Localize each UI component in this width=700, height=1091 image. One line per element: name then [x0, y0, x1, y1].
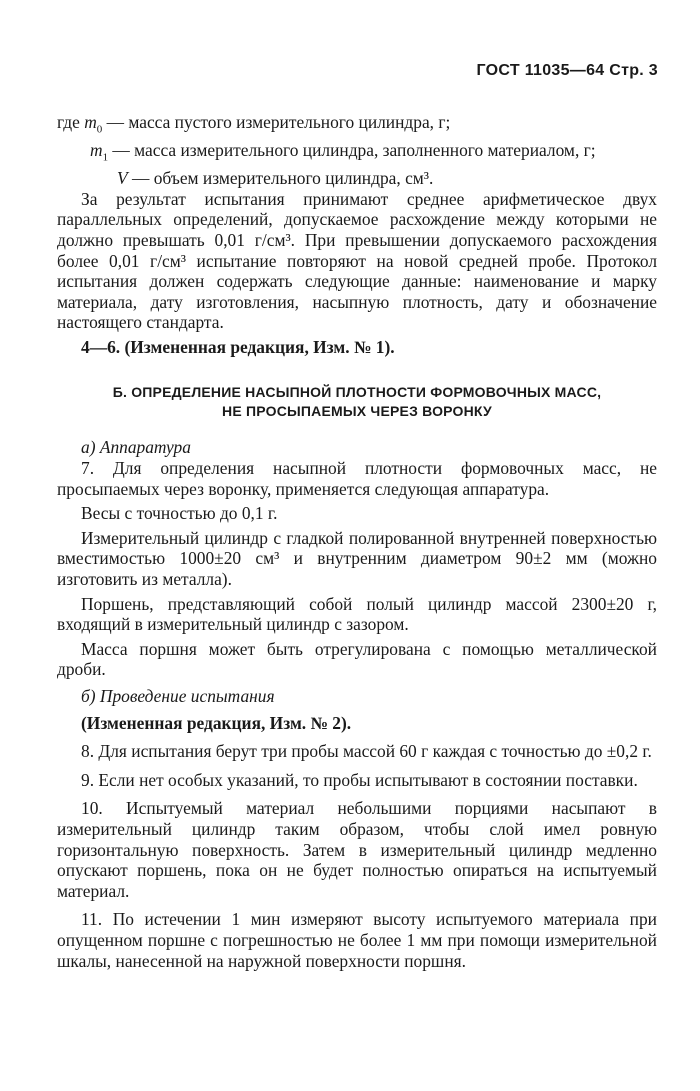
- page-header: ГОСТ 11035—64 Стр. 3: [476, 62, 658, 79]
- paragraph-piston-mass: Масса поршня может быть отрегулирована с помощью металлической дроби.: [57, 638, 657, 680]
- page-content: [57, 112, 657, 971]
- definition-m0: [57, 112, 657, 140]
- subsection-apparatus: а) Аппаратура: [81, 437, 191, 458]
- var-m1-sub: 1: [102, 151, 109, 164]
- var-m1: m: [90, 140, 103, 161]
- paragraph-piston: Поршень, представляющий собой полый цилиндр массой 2300±20 г, входящий в измерительный цилиндр с зазором.: [57, 593, 657, 635]
- paragraph-result: За результат испытания принимают среднее арифметическое двух параллельных определений, допускаемое расхождение между которыми не должно превышать 0,01 г/см³. При превышении допускаемого расхождения более 0,01 г/см³ испытание повторяют на новой средней пробе. Протокол испытания должен содержать следующие данные: наименование и марку материала, дату изготовления, насыпную плотность, дату и обозначение настоящего стандарта.: [57, 188, 657, 333]
- var-m0: m: [84, 112, 97, 132]
- definition-m1-text: — масса измерительного цилиндра, заполненного материалом, г;: [108, 140, 596, 161]
- paragraph-10: 10. Испытуемый материал небольшими порциями насыпают в измерительный цилиндр таким образом, чтобы слой имел ровную горизонтальную поверхность. Затем в измерительный цилиндр медленно опускают поршень, пока он не будет полностью опираться на испытуемый материал.: [57, 798, 657, 901]
- var-m0-sub: 0: [96, 123, 103, 136]
- paragraph-9: 9. Если нет особых указаний, то пробы испытывают в состоянии поставки.: [81, 769, 638, 790]
- definition-m0-text: — масса пустого измерительного цилиндра, г;: [102, 112, 451, 132]
- amendment-2: (Измененная редакция, Изм. № 2).: [81, 712, 352, 733]
- section-title-line2: НЕ ПРОСЫПАЕМЫХ ЧЕРЕЗ ВОРОНКУ: [222, 403, 492, 420]
- where-prefix: где: [57, 112, 85, 132]
- var-v: V: [117, 168, 128, 189]
- paragraph-scales: Весы с точностью до 0,1 г.: [81, 503, 278, 524]
- paragraph-cylinder: Измерительный цилиндр с гладкой полированной внутренней поверхностью вместимостью 1000±20 см³ и внутренним диаметром 90±2 мм (можно изготовить из металла).: [57, 527, 657, 590]
- section-title-line1: Б. ОПРЕДЕЛЕНИЕ НАСЫПНОЙ ПЛОТНОСТИ ФОРМОВОЧНЫХ МАСС,: [112, 384, 602, 401]
- definition-v-text: — объем измерительного цилиндра, см³.: [127, 168, 434, 189]
- paragraph-8: 8. Для испытания берут три пробы массой 60 г каждая с точностью до ±0,2 г.: [81, 741, 652, 762]
- definition-m1: [57, 140, 657, 168]
- section-title: [57, 383, 657, 421]
- subsection-test-procedure: б) Проведение испытания: [81, 686, 275, 706]
- paragraph-7: 7. Для определения насыпной плотности формовочных масс, не просыпаемых через воронку, применяется следующая аппаратура.: [57, 458, 657, 499]
- paragraph-11: 11. По истечении 1 мин измеряют высоту испытуемого материала при опущенном поршне с погрешностью не более 1 мм при помощи измерительной шкалы, нанесенной на наружной поверхности поршня.: [57, 909, 657, 971]
- amendment-1: 4—6. (Измененная редакция, Изм. № 1).: [81, 336, 395, 357]
- definition-v: [57, 168, 657, 189]
